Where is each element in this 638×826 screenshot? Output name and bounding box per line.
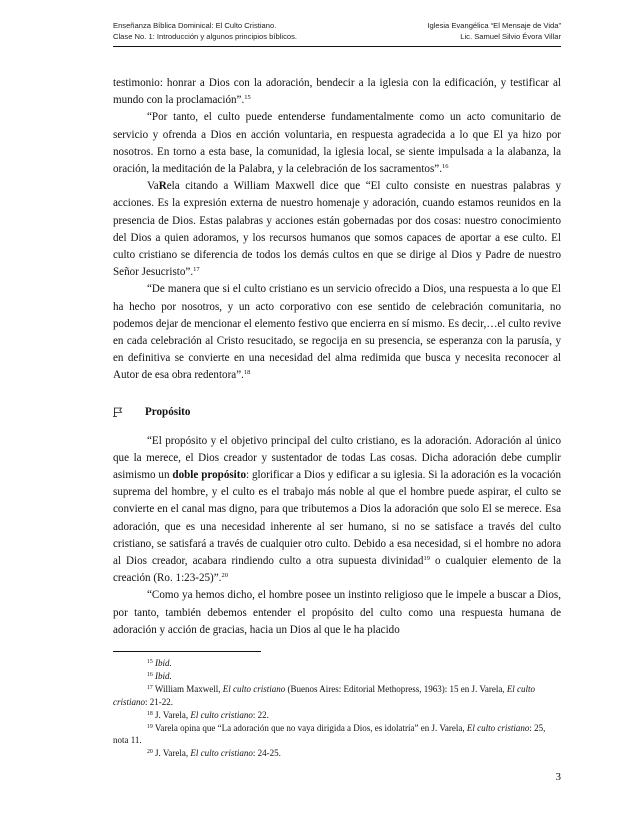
footnote-ref-20: 20 <box>221 572 228 580</box>
flag-bullet-icon <box>113 407 123 417</box>
paragraph-5-text-b: : glorificar a Dios y edificar a su iglesia. Si la adoración es la vocación suprema del hombre, y el culto es el trabajo más noble al que el hombre puede aspirar, el culto se convierte en el canal mas digno, para que tributemos a Dios la adoración que solo El se merece. Esa adoración, que es una necesidad inherente al ser humano, si no se satisface a través del culto cristiano, se satisfará a través de cualquier otro culto. Debido a esa necesidad, si el hombre no adora al Dios creador, acabara rindiendo culto a otra supuesta divinidad <box>113 469 561 568</box>
footnote-text: Varela opina que “La adoración que no vaya dirigida a Dios, es idolatría” en J. Varela, <box>154 722 467 733</box>
paragraph-1 <box>113 75 561 109</box>
body-text <box>113 75 561 639</box>
paragraph-2 <box>113 109 561 178</box>
footnote-text: J. Varela, <box>155 748 191 759</box>
footnote-italic: El culto cristiano <box>190 748 253 759</box>
paragraph-4 <box>113 281 561 384</box>
footnote-text: : 21-22. <box>145 696 174 707</box>
footnote-20 <box>113 747 561 760</box>
paragraph-3-text: ela citando a William Maxwell dice que “El culto consiste en nuestras palabras y acciones. Es la expresión externa de nuestro homenaje y adoración, cuando estamos reunidos en la presencia de Dios. Estas palabras y acciones están gobernadas por dos cosas: nuestro conocimiento del Dios a quien adoramos, y los recursos humanos que somos capaces de aportar a ese culto. El culto cristiano se diferencia de todos los demás cultos en que se dirige al Dios y Padre de nuestro Señor Jesucristo”. <box>113 180 561 279</box>
footnote-text: (Buenos Aires: Editorial Methopress, 1963): 15 en J. Varela, <box>285 683 507 694</box>
footnote-ref-16: 16 <box>441 163 449 171</box>
paragraph-5-text-a: “El propósito y el objetivo principal del culto cristiano, es la adoración. Adoración al único que la merece, el Dios creador y sustentador de todas Las cosas. Dicha adoración debe cumplir asimismo un <box>113 434 561 482</box>
footnote-15 <box>113 657 561 670</box>
footnote-number: 19 <box>147 723 153 730</box>
header-author: Lic. Samuel Silvio Évora Villar <box>460 32 561 41</box>
footnote-number: 18 <box>147 710 153 717</box>
footnote-18 <box>113 709 561 722</box>
paragraph-3 <box>113 178 561 281</box>
footnote-ref-15: 15 <box>244 94 251 102</box>
footnote-text: William Maxwell, <box>154 683 223 694</box>
footnote-text: J. Varela, <box>155 709 191 720</box>
footnote-italic: Ibid. <box>155 658 172 668</box>
footnote-ref-18: 18 <box>243 369 251 377</box>
footnote-text: : 22. <box>252 709 269 720</box>
footnote-ref-19: 19 <box>423 555 430 563</box>
header-rule <box>113 46 561 47</box>
header-class-title: Clase No. 1: Introducción y algunos principios bíblicos. <box>113 32 298 41</box>
section-heading-text: Propósito <box>145 405 191 418</box>
paragraph-5-bold: doble propósito <box>172 469 247 482</box>
footnote-rule <box>113 651 261 652</box>
footnote-italic: El culto cristiano <box>222 683 286 694</box>
footnote-number: 17 <box>147 684 153 691</box>
paragraph-6-text: “Como ya hemos dicho, el hombre posee un instinto religioso que le impele a buscar a Dios, por tanto, también debemos entender el propósito del culto como una respuesta humana de adoración y acción de gracias, hacia un Dios al que le ha placido <box>113 589 561 636</box>
footnote-italic: El culto cristiano <box>466 722 530 733</box>
paragraph-6 <box>113 587 561 639</box>
section-heading <box>113 404 561 421</box>
footnote-number: 16 <box>147 671 153 678</box>
paragraph-1-text: testimonio: honrar a Dios con la adoración, bendecir a la iglesia con la edificación, y testificar al mundo con la proclamación”. <box>113 77 561 107</box>
paragraph-5 <box>113 433 561 588</box>
footnote-number: 20 <box>147 749 153 756</box>
paragraph-5-text-c: o cualquier elemento de la creación (Ro. 1:23-25)”. <box>113 555 561 585</box>
header-course-title: Enseñanza Bíblica Dominical: El Culto Cristiano. <box>113 21 277 30</box>
footnote-text: : 25, nota 11. <box>113 722 546 746</box>
footnote-text: : 24-25. <box>252 748 281 759</box>
footnote-16 <box>113 670 561 683</box>
footnote-italic: El culto cristiano <box>113 683 536 707</box>
footnote-number: 15 <box>147 659 153 665</box>
footnote-italic: Ibid. <box>155 670 172 681</box>
paragraph-2-text: “Por tanto, el culto puede entenderse fundamentalmente como un acto comunitario de servicio y ofrenda a Dios en acción voluntaria, en respuesta agradecida a lo que El ya hizo por nosotros. En torno a esta base, la comunidad, la iglesia local, se siente impulsada a la alabanza, la oración, la meditación de la Palabra, y la celebración de los sacramentos”. <box>113 111 561 176</box>
footnote-italic: El culto cristiano <box>190 709 253 720</box>
paragraph-3-bold-letter: R <box>158 180 167 193</box>
page-number: 3 <box>555 771 561 783</box>
paragraph-3-prefix: Va <box>147 180 159 193</box>
footnote-17 <box>113 683 561 709</box>
footnote-19 <box>113 722 561 748</box>
header-church-name: Iglesia Evangélica “El Mensaje de Vida” <box>427 21 561 30</box>
footnote-ref-17: 17 <box>193 266 200 274</box>
footnotes <box>113 657 561 760</box>
paragraph-4-text: “De manera que si el culto cristiano es un servicio ofrecido a Dios, una respuesta a lo que El ha hecho por nosotros, y un acto corporativo con ese sentido de celebración comunitaria, no podemos dejar de mencionar el elemento festivo que encierra en sí mismo. Es decir,…el culto revive en cada celebración al Cristo resucitado, se regocija en su presencia, se esperanza con la parusía, y en definitiva se convierte en una necesidad del alma redimida que busca y necesita reconocer al Autor de esa obra redentora”. <box>113 283 561 382</box>
